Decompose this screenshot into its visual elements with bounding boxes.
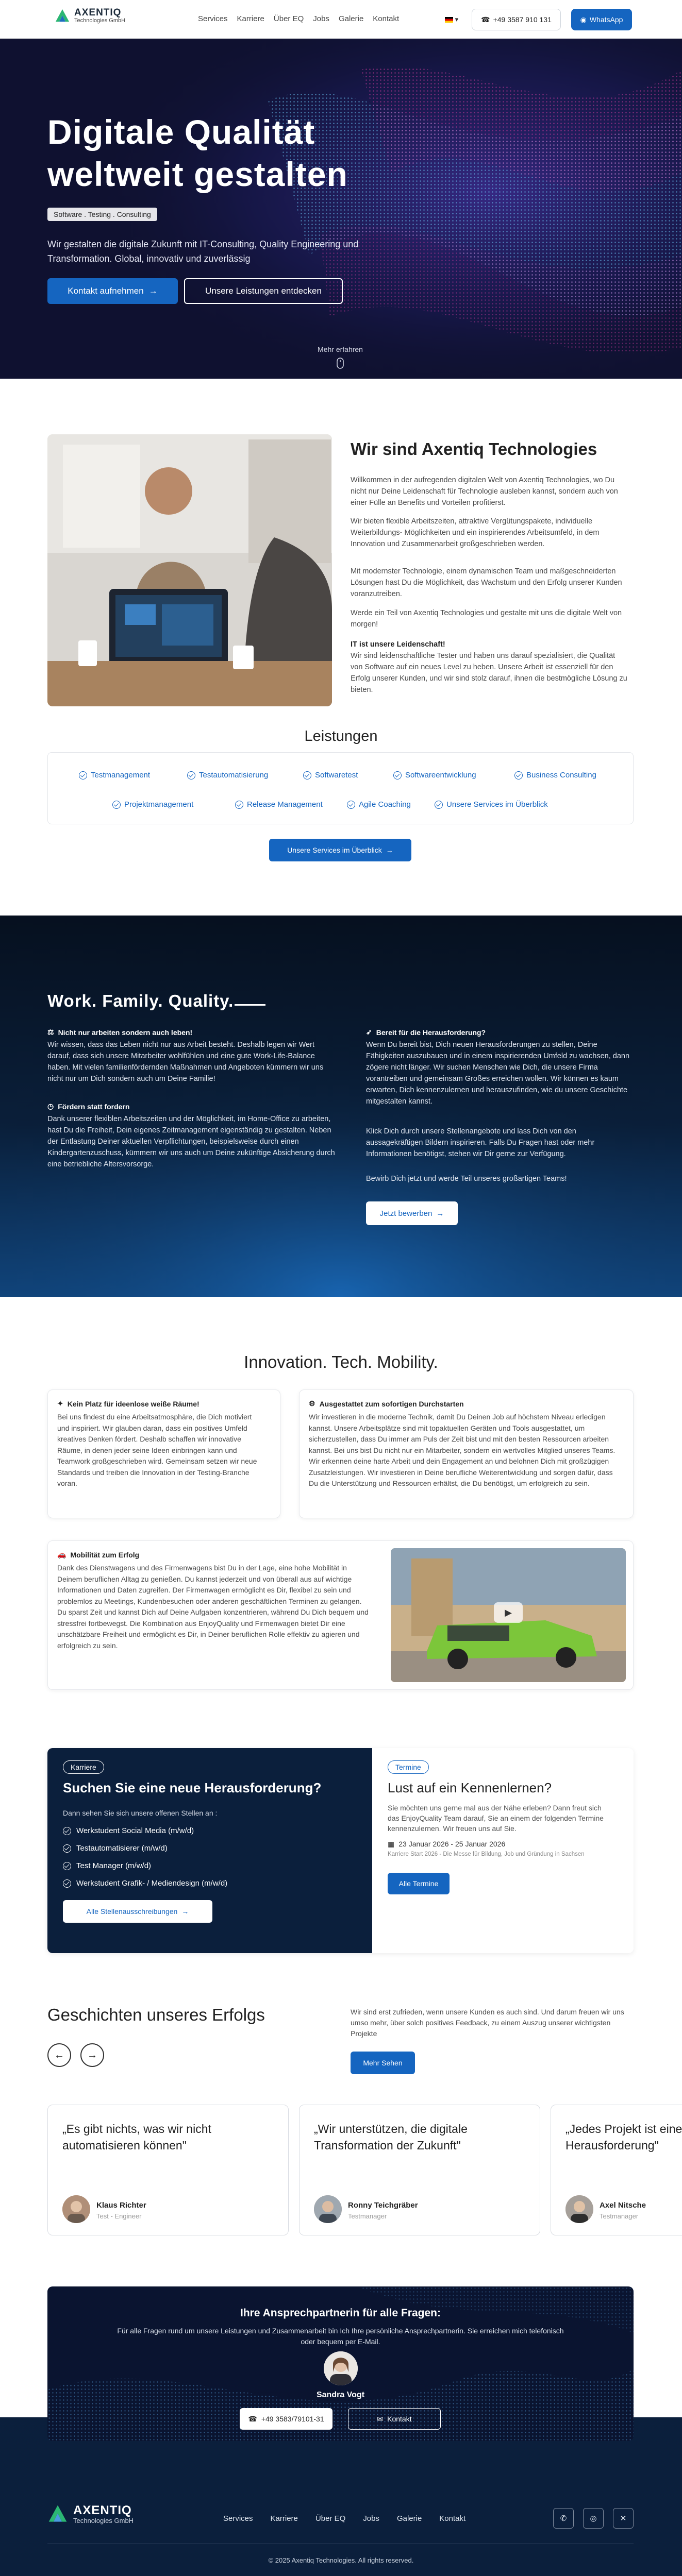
footer-nav-kontakt[interactable]: Kontakt [439,2514,466,2523]
stories-title: Geschichten unseres Erfolgs [47,2005,265,2024]
check-circle-icon [303,771,311,779]
service-chip-label: Agile Coaching [359,800,411,809]
testimonial-role: Testmanager [348,2212,387,2220]
about-title: Wir sind Axentiq Technologies [351,439,597,459]
testimonial-card [47,2105,289,2235]
contact-mail-label: Kontakt [387,2415,412,2423]
career-panel [47,1748,372,1953]
service-chip-label: Projektmanagement [124,800,194,809]
service-chip-testmanagement[interactable] [79,771,150,779]
wfq-heading-3-text: Bereit für die Herausforderung? [376,1028,486,1037]
leistungen-title: Leistungen [304,728,378,744]
arrow-right-icon: → [181,1907,189,1916]
wfq-paragraph-4: Klick Dich durch unsere Stellenangebote und lass Dich von den aussagekräftigen Bildern inspirieren. Falls Du Fragen hast oder mehr Informationen benötigst, stehen wir Dir gerne zur Verfügung. [366,1127,595,1158]
career-block [47,1748,634,1953]
wfq-heading-1 [47,1028,192,1037]
contact-cta-label: Kontakt aufnehmen [68,286,144,296]
wfq-paragraph-5: Bewirb Dich jetzt und werde Teil unseres großartigen Teams! [366,1175,567,1183]
services-cta-button[interactable] [184,278,343,304]
about-passion-title: IT ist unsere Leidenschaft! [351,640,445,649]
scroll-more-link[interactable] [309,345,371,370]
chevron-down-icon: ▾ [455,15,459,23]
testimonial-card [551,2105,682,2235]
scroll-more-label: Mehr erfahren [318,345,363,353]
card-text: Wir investieren in die moderne Technik, damit Du Deinen Job auf höchstem Niveau erledigen kannst. Unsere Arbeitsplätze sind mit topaktuellen Geräten und Tools ausgestattet, um sicherzustellen, dass Du immer am Puls der Zeit bist und mit den besten Ressourcen arbeiten kannst. Bei uns bist Du nicht nur ein Mitarbeiter, sondern ein wertvolles Mitglied unseres Teams. Wir erkennen deine harte Arbeit und dein Engagement an und belohnen Dich mit großzügigen Zusatzleistungen. Wir investieren in Deine berufliche Weiterentwicklung und sorgen dafür, dass Du die Unterstützung und Ressourcen erhältst, die Du benötigst, um erfolgreich zu sein. [309,1413,616,1487]
check-circle-icon [63,1827,71,1835]
check-circle-icon [63,1879,71,1888]
footer-nav [223,2514,465,2523]
check-circle-icon [187,771,195,779]
hero-subtitle: Wir gestalten die digitale Zukunft mit IT-Consulting, Quality Engineering und Transformation. Global, innovativ und zuverlässig [47,239,359,264]
car-icon: 🚗 [57,1550,66,1558]
service-chip-business-consulting[interactable] [514,771,596,779]
career-intro: Dann sehen Sie sich unsere offenen Stellen an : [63,1809,218,1817]
service-chip-label: Softwaretest [315,771,358,779]
logo[interactable] [55,8,125,24]
testimonial-name: Axel Nitsche [600,2201,646,2210]
service-chip-softwareentwicklung[interactable] [393,771,476,779]
service-chip-overview[interactable] [435,800,548,809]
footer-logo[interactable] [47,2504,134,2524]
career-title: Suchen Sie eine neue Herausforderung? [63,1780,322,1795]
about-paragraph-4: Werde ein Teil von Axentiq Technologies und gestalte mit uns die digitale Welt von morgen! [351,609,622,629]
card-heading-text: Mobilität zum Erfolg [70,1550,140,1559]
more-stories-button[interactable] [351,2052,415,2074]
service-chip-softwaretest[interactable] [303,771,358,779]
apply-now-label: Jetzt bewerben [379,1209,433,1218]
footer-nav-karriere[interactable]: Karriere [270,2514,298,2523]
events-title: Lust auf ein Kennenlernen? [388,1780,552,1795]
wfq-paragraph-2: Dank unserer flexiblen Arbeitszeiten und der Möglichkeit, im Home-Office zu arbeiten, hast Du die Freiheit, Dein eigenes Zeitmanagement eigenständig zu gestalten. Neben der Entlastung Deiner aktuellen Verpflichtungen, beispielsweise durch einen Kindergartenzuschuss, kümmern wir uns auch um Deine zukünftige Absicherung durch eine betriebliche Altersvorsorge. [47,1115,335,1168]
about-paragraph-1: Willkommen in der aufregenden digitalen Welt von Axentiq Technologies, wo Du nicht nur Deine Leidenschaft für Technologie ausleben kannst, sondern auch von einer Fülle an Benefits und Vorteilen profitierst. [351,476,618,507]
whatsapp-icon: ◉ [580,15,587,24]
nav-jobs[interactable]: Jobs [313,14,329,23]
testimonial-quote: „Es gibt nichts, was wir nicht automatisieren können" [62,2122,211,2152]
logo-name: AXENTIQ [74,7,122,18]
wfq-paragraph-3: Wenn Du bereit bist, Dich neuen Herausforderungen zu stellen, Deine Fähigkeiten auszubauen und in einem inspirierenden Umfeld zu wachsen, dann zögere nicht länger. Wir suchen Menschen wie Dich, die unsere Firma vorantreiben und gemeinsam Großes erreichen wollen. Wir können es kaum erwarten, Dich kennenzulernen und herauszufinden, wie du unsere Geschichte mitgestalten kannst. [366,1041,630,1106]
bulb-icon: ✦ [57,1399,63,1408]
card-heading [309,1399,464,1408]
whatsapp-button[interactable] [571,9,632,30]
job-item[interactable] [63,1826,194,1835]
logo-subtitle: Technologies GmbH [74,18,126,24]
site-header [0,0,682,39]
arrow-right-icon: → [436,1209,444,1218]
work-family-quality-section [0,916,682,1297]
services-overview-label: Unsere Services im Überblick [287,846,382,854]
phone-label: +49 3587 910 131 [493,15,552,24]
check-circle-icon [79,771,87,779]
events-panel [372,1748,634,1953]
wfq-title: Work. Family. Quality. [47,991,234,1010]
event-date-text: 23 Januar 2026 - 25 Januar 2026 [398,1840,506,1848]
footer-logo-name: AXENTIQ [73,2503,132,2517]
service-chip-projektmanagement[interactable] [112,800,193,809]
nav-services[interactable]: Services [198,14,228,23]
testimonial-role: Testmanager [600,2212,639,2220]
copyright: © 2025 Axentiq Technologies. All rights reserved. [268,2556,414,2564]
avatar [565,2195,593,2223]
service-chip-label: Unsere Services im Überblick [446,800,548,809]
check-circle-icon [514,771,523,779]
hero-tag: Software . Testing . Consulting [47,208,157,221]
service-chip-label: Release Management [247,800,323,809]
event-date [388,1840,505,1849]
all-jobs-label: Alle Stellenausschreibungen [86,1907,178,1916]
contact-name: Sandra Vogt [316,2391,365,2399]
rocket-icon: ➶ [366,1028,372,1036]
hero-section [0,39,682,379]
arrow-right-icon: → [386,846,393,854]
next-arrow-button[interactable]: → [80,2043,104,2067]
all-events-button[interactable] [388,1873,450,1894]
phone-icon: ☎ [248,2414,257,2423]
instagram-icon[interactable]: ◎ [583,2508,604,2529]
service-chip-release-management[interactable] [235,800,323,809]
footer-nav-ueber-eq[interactable]: Über EQ [315,2514,346,2523]
events-text: Sie möchten uns gerne mal aus der Nähe erleben? Dann freut sich das EnjoyQuality Team darauf, Sie an einem der folgenden Termine kennenzulernen. Wir freuen uns auf Sie. [388,1804,604,1833]
testimonial-name: Klaus Richter [96,2201,146,2210]
gear-icon: ⚙ [309,1399,315,1408]
whatsapp-label: WhatsApp [589,15,623,24]
testimonial-card [299,2105,540,2235]
card-text: Dank des Dienstwagens und des Firmenwagens bist Du in der Lage, eine hohe Mobilität in Deinem beruflichen Alltag zu genießen. Du kannst jederzeit und von überall aus auf wichtige Informationen und Daten zugreifen. Der Firmenwagen ermöglicht es Dir, flexibel zu sein und problemlos zu Meetings, Kundenbesuchen oder anderen geschäftlichen Terminen zu gelangen. Du sparst Zeit und kannst Dich auf Deine Aufgaben konzentrieren, während Du Dich bequem und stressfrei fortbewegst. Die Kombination aus EnjoyQuality und Firmenwagen bietet Dir eine unschätzbare Freiheit und ermöglicht es Dir, in Deiner beruflichen Rolle effektiv zu agieren und erfolgreich zu sein. [57,1564,369,1650]
check-circle-icon [393,771,402,779]
service-chip-label: Testmanagement [91,771,151,779]
company-car-video[interactable] [391,1548,626,1682]
job-title: Werkstudent Grafik- / Mediendesign (m/w/d) [76,1879,228,1888]
job-title: Werkstudent Social Media (m/w/d) [76,1826,194,1835]
nav-karriere[interactable]: Karriere [237,14,264,23]
card-heading-text: Ausgestattet zum sofortigen Durchstarten [319,1399,464,1408]
prev-arrow-button[interactable]: ← [47,2043,71,2067]
nav-kontakt[interactable]: Kontakt [373,14,400,23]
about-paragraph-3: Mit modernster Technologie, einem dynamischen Team und maßgeschneiderten Lösungen hast Du die Möglichkeit, das Wachstum und den Erfolg unserer Kunden voranzutreiben. [351,567,622,598]
testimonial-name: Ronny Teichgräber [348,2201,418,2210]
whatsapp-social-icon[interactable]: ✆ [553,2508,574,2529]
footer-nav-jobs[interactable]: Jobs [363,2514,379,2523]
about-paragraph-5: Wir sind leidenschaftliche Tester und haben uns darauf spezialisiert, die Qualität von Software auf ein neues Level zu heben. Unsere Arbeit ist essenziell für den Erfolg unserer Kunden, und wir sind stolz darauf, ihnen die bestmögliche Lösung zu bieten. [351,652,627,694]
mouse-icon [337,358,344,369]
card-heading [57,1550,139,1559]
wfq-heading-1-text: Nicht nur arbeiten sondern auch leben! [58,1028,193,1037]
events-pill: Termine [388,1760,429,1774]
innovation-card-rooms [47,1389,280,1518]
footer-nav-galerie[interactable]: Galerie [396,2514,422,2523]
calendar-icon: ▦ [388,1840,395,1848]
contact-phone-button[interactable] [240,2408,332,2430]
card-heading-text: Kein Platz für ideenlose weiße Räume! [67,1399,199,1408]
service-chip-label: Softwareentwicklung [405,771,476,779]
service-chip-agile-coaching[interactable] [347,800,411,809]
all-events-label: Alle Termine [398,1879,439,1888]
language-selector[interactable] [445,15,458,24]
footer-nav-services[interactable]: Services [223,2514,253,2523]
leistungen-box [47,752,634,824]
play-icon[interactable]: ▶ [494,1602,523,1623]
wfq-heading-2-text: Fördern statt fordern [58,1102,130,1111]
stories-text: Wir sind erst zufrieden, wenn unsere Kunden es auch sind. Und darum freuen wir uns umso mehr, über solch positives Feedback, zu einem Auszug unserer wichtigsten Projekte [351,2008,624,2038]
job-title: Test Manager (m/w/d) [76,1861,152,1870]
contact-phone-label: +49 3583/79101-31 [261,2415,324,2423]
x-icon[interactable]: ✕ [613,2508,634,2529]
avatar [314,2195,342,2223]
card-heading [57,1399,199,1408]
testimonial-quote: „Wir unterstützen, die digitale Transformation der Zukunft" [314,2122,468,2152]
check-circle-icon [63,1862,71,1870]
logo-mark-icon [55,8,70,24]
nav-galerie[interactable]: Galerie [338,14,364,23]
contact-cta-button[interactable] [47,278,178,304]
event-subtitle: Karriere Start 2026 - Die Messe für Bildung, Job und Gründung in Sachsen [388,1851,585,1857]
testimonial-role: Test - Engineer [96,2212,142,2220]
check-circle-icon [435,801,443,809]
testimonial-quote: „Jedes Projekt ist eine Herausforderung" [565,2122,682,2152]
clock-icon: ◷ [47,1102,54,1110]
job-title: Testautomatisierer (m/w/d) [76,1844,168,1853]
site-footer [0,2414,682,2576]
about-paragraph-2: Wir bieten flexible Arbeitszeiten, attraktive Vergütungspakete, individuelle Weiterbildungs- Möglichkeiten und ein inspirierendes Arbeitsumfeld, in dem Innovation und Zusammenarbeit großgeschrieben werden. [351,517,600,548]
about-office-photo [47,434,332,706]
service-chip-testautomatisierung[interactable] [187,771,268,779]
all-jobs-button[interactable] [63,1900,212,1923]
contact-text: Für alle Fragen rund um unsere Leistungen und Zusammenarbeit bin Ich Ihre persönliche Ansprechpartnerin. Sie erreichen mich telefonisch oder bequem per E-Mail. [117,2327,564,2346]
avatar [324,2351,358,2385]
service-chip-label: Testautomatisierung [199,771,269,779]
card-text: Bei uns findest du eine Arbeitsatmosphäre, die Dich motiviert und inspiriert. Wir glauben daran, dass ein positives Umfeld kreatives Denken fördert. Deshalb schaffen wir innovative Räume, in denen jeder seine Ideen einbringen kann und Teamwork großgeschrieben wird. Gemeinsam setzen wir neue Standards und treiben die Innovation in der Testing-Branche voran. [57,1413,257,1487]
services-cta-label: Unsere Leistungen entdecken [205,286,322,296]
footer-logo-subtitle: Technologies GmbH [73,2516,134,2524]
contact-title: Ihre Ansprechpartnerin für alle Fragen: [240,2307,441,2319]
avatar [62,2195,90,2223]
check-circle-icon [112,801,121,809]
nav-ueber-eq[interactable]: Über EQ [273,14,304,23]
services-overview-button[interactable] [269,839,411,861]
wfq-heading-3 [366,1028,486,1037]
arrow-right-icon: → [148,286,158,296]
wfq-paragraph-1: Wir wissen, dass das Leben nicht nur aus Arbeit besteht. Deshalb legen wir Wert darauf, dass sich unsere Mitarbeiter wohlfühlen und eine gute Work-Life-Balance haben. Mit vielen familienfördernden Maßnahmen und Angeboten kümmern wir uns nicht nur um Dich sondern auch um Deine Familie! [47,1041,324,1083]
job-item[interactable] [63,1844,168,1853]
phone-icon: ☎ [481,15,490,24]
job-item[interactable] [63,1861,151,1870]
job-item[interactable] [63,1879,227,1888]
hero-title: Digitale Qualität weltweit gestalten [47,113,348,193]
more-stories-label: Mehr Sehen [363,2059,403,2067]
contact-card [47,2286,634,2441]
check-circle-icon [63,1844,71,1853]
main-nav [198,14,399,23]
innovation-card-mobility [47,1540,634,1690]
logo-mark-icon [47,2504,68,2524]
innovation-title: Innovation. Tech. Mobility. [244,1352,438,1371]
service-chip-label: Business Consulting [526,771,596,779]
wfq-heading-2 [47,1102,129,1111]
wfq-title-underline [235,1004,265,1006]
phone-button[interactable] [472,9,561,30]
career-pill: Karriere [63,1760,104,1774]
german-flag-icon [445,17,453,23]
check-circle-icon [235,801,243,809]
balance-icon: ⚖ [47,1028,54,1036]
apply-now-button[interactable] [366,1201,458,1225]
mail-icon: ✉ [377,2414,384,2423]
contact-mail-button[interactable] [348,2408,441,2430]
check-circle-icon [347,801,355,809]
innovation-card-equipment [299,1389,634,1518]
